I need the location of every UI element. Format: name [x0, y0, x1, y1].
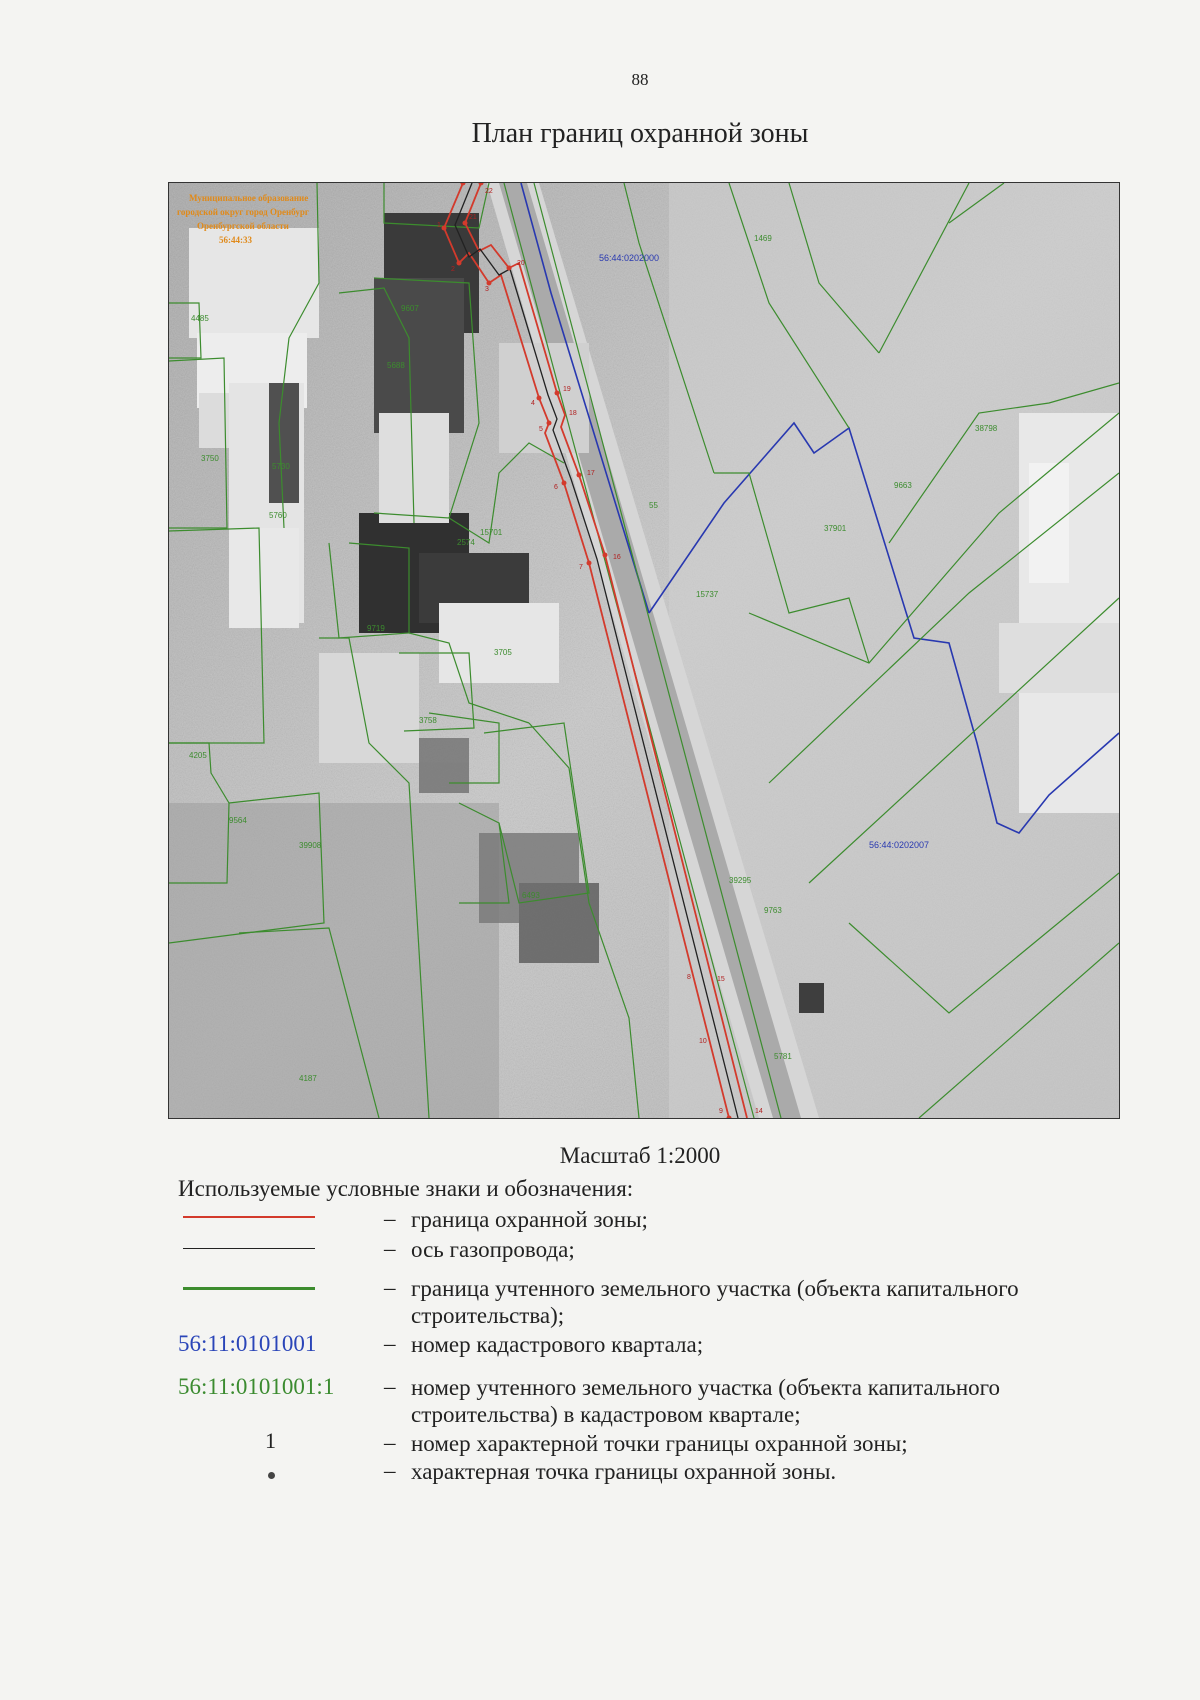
legend-text: граница учтенного земельного участка (объекта капитального строительства);: [411, 1276, 1019, 1328]
green-line-symbol: [178, 1275, 338, 1311]
parcel-label: 5760: [269, 511, 287, 520]
legend-heading: Используемые условные знаки и обозначения:: [178, 1176, 634, 1201]
parcel-label: 15737: [696, 590, 719, 599]
parcel-label: 39295: [729, 876, 752, 885]
black-line-symbol: [178, 1236, 338, 1272]
parcel-label: 5688: [387, 361, 405, 370]
parcel-label: 4205: [189, 751, 207, 760]
parcel-label: 9607: [401, 304, 419, 313]
southwest-terrain: [169, 803, 499, 1118]
point-label: 8: [687, 974, 691, 981]
legend-item-parcel-boundary: – граница учтенного земельного участка (объекта капитального строительства);: [178, 1275, 1078, 1331]
parcel-label: 5781: [774, 1052, 792, 1061]
parcel-label: 9719: [367, 624, 385, 633]
legend-item-parcel-number: 56:11:0101001:1 – номер учтенного земельного участка (объекта капитального строительства) в кадастровом квартале;: [178, 1374, 1078, 1430]
quarter-label: 56:44:0202007: [869, 840, 930, 850]
legend-text: граница охранной зоны;: [411, 1207, 648, 1232]
page-number: 88: [631, 70, 649, 89]
point-dot-icon: [268, 1472, 275, 1479]
parcel-label: 9564: [229, 816, 247, 825]
point-label: 2: [451, 266, 455, 273]
point-label: 17: [587, 470, 595, 477]
map-scale: Масштаб 1:2000: [559, 1143, 721, 1168]
parcel-label: 3750: [201, 454, 219, 463]
point-label: 20: [517, 260, 525, 267]
point-label: 14: [755, 1108, 763, 1115]
legend-item-pipeline-axis: – ось газопровода;: [178, 1236, 1078, 1276]
parcel-label: 39908: [299, 841, 322, 850]
legend-text: характерная точка границы охранной зоны.: [411, 1459, 837, 1484]
legend-text: номер учтенного земельного участка (объекта капитального строительства) в кадастровом квартале;: [411, 1375, 1000, 1427]
parcel-label: 5730: [272, 462, 290, 471]
parcel-label: 9763: [764, 906, 782, 915]
point-number-sample: 1: [265, 1428, 276, 1453]
point-label: 1: [437, 222, 441, 229]
point-label: 4: [531, 400, 535, 407]
parcel-label: 3758: [419, 716, 437, 725]
legend-text: номер кадастрового квартала;: [411, 1332, 704, 1357]
point-label: 3: [485, 286, 489, 293]
parcel-label: 3705: [494, 648, 512, 657]
parcel-code-sample: 56:11:0101001:1: [178, 1374, 335, 1399]
legend-item-zone-boundary: – граница охранной зоны;: [178, 1206, 1078, 1246]
municipality-line-2: городской округ город Оренбург: [177, 207, 309, 217]
point-label: 7: [579, 564, 583, 571]
parcel-label: 55: [649, 501, 658, 510]
municipality-line-1: Муниципальное образование: [189, 193, 309, 203]
parcel-label: 2574: [457, 538, 475, 547]
legend-item-point-number: 1 – номер характерной точки границы охранной зоны;: [178, 1430, 1078, 1470]
point-label: 5: [539, 426, 543, 433]
point-label: 9: [719, 1108, 723, 1115]
municipality-line-3: Оренбургской области: [197, 221, 289, 231]
legend-text: ось газопровода;: [411, 1237, 575, 1262]
parcel-label: 4485: [191, 314, 209, 323]
municipality-line-4: 56:44:33: [219, 235, 252, 245]
parcel-label: 6493: [522, 891, 540, 900]
legend-item-point-dot: – характерная точка границы охранной зоны.: [178, 1458, 1078, 1498]
point-label: 22: [485, 188, 493, 195]
point-label: 21: [469, 214, 477, 221]
parcel-label: 37901: [824, 524, 847, 533]
point-label: 16: [613, 554, 621, 561]
page-title: План границ охранной зоны: [471, 118, 809, 149]
parcel-label: 15701: [480, 528, 503, 537]
parcel-label: 1469: [754, 234, 772, 243]
quarter-code-sample: 56:11:0101001: [178, 1331, 317, 1356]
point-label: 15: [717, 976, 725, 983]
point-label: 19: [563, 386, 571, 393]
point-label: 6: [554, 484, 558, 491]
point-label: 10: [699, 1038, 707, 1045]
parcel-label: 4187: [299, 1074, 317, 1083]
quarter-label: 56:44:0202000: [599, 253, 660, 263]
cadastral-map[interactable]: [168, 182, 1120, 1119]
point-label: 18: [569, 410, 577, 417]
legend-text: номер характерной точки границы охранной зоны;: [411, 1431, 908, 1456]
parcel-label: 38798: [975, 424, 998, 433]
legend-item-quarter-number: 56:11:0101001 – номер кадастрового квартала;: [178, 1331, 1078, 1371]
parcel-label: 9663: [894, 481, 912, 490]
